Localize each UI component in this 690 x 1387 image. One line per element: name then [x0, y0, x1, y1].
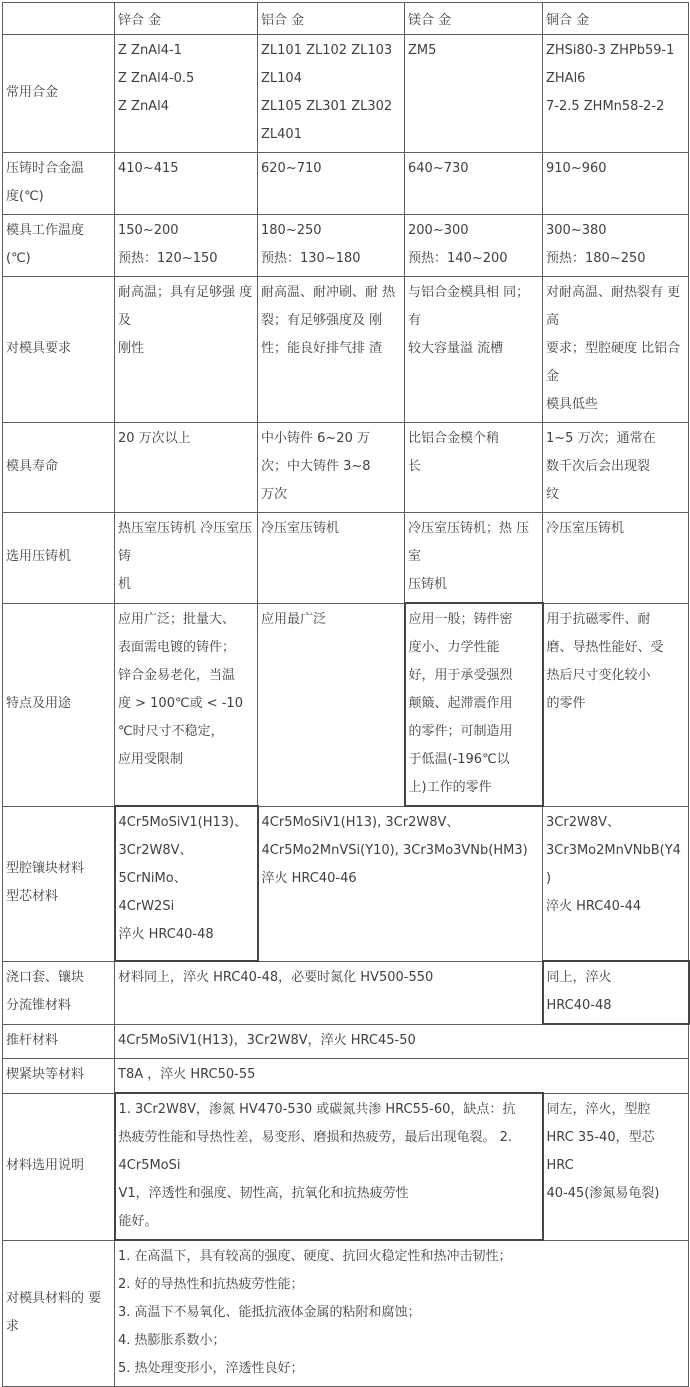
cell-line: 压铸机 [408, 577, 448, 592]
cell-line: 的零件 [546, 695, 586, 711]
cell-line: 对耐高温、耐热裂有 更高 [546, 285, 681, 328]
table-cell [543, 153, 689, 215]
cell-line: Z ZnAl4 [118, 99, 169, 114]
table-cell [543, 961, 689, 1024]
cell-line: 淬火 HRC40-46 [261, 871, 357, 886]
cell-line: 预热：130~180 [261, 251, 361, 266]
cell-line: HRC 35-40，型芯 HRC [546, 1129, 655, 1173]
row-label [3, 277, 115, 423]
cell-line: ZL101 ZL102 ZL103 ZL104 [261, 43, 393, 86]
table-cell [258, 423, 405, 513]
cell-line: T8A ，淬火 HRC50-55 [118, 1067, 256, 1082]
table-cell [115, 153, 258, 215]
table-cell [115, 215, 258, 277]
cell-line: 410~415 [118, 161, 179, 176]
row-label-line: 浇口套、镶块 [6, 970, 85, 985]
table-cell [258, 806, 543, 961]
cell-line: 同上，淬火 [546, 970, 612, 985]
column-header: 锌合 金 [115, 3, 258, 35]
table-cell [405, 277, 543, 423]
table-cell [543, 1093, 689, 1240]
row-label-line: 压铸时合金温 [6, 161, 85, 176]
cell-line: 同左，淬火，型腔 [546, 1101, 651, 1117]
table-row [3, 1093, 689, 1240]
cell-line: 2. 好的导热性和抗热疲劳性能； [118, 1277, 304, 1292]
row-label-line: 模具寿命 [6, 459, 59, 474]
row-label-line: 分流锥材料 [6, 998, 72, 1013]
cell-line: 应用广泛；批量大、 [118, 611, 236, 627]
table-row [3, 603, 689, 806]
table-cell [115, 1024, 689, 1059]
cell-line: 4Cr5MoSiV1(H13)、 [118, 815, 248, 830]
cell-line: 裂；有足够强度及 刚 [261, 313, 383, 328]
row-label [3, 1240, 115, 1387]
table-body [3, 35, 689, 1387]
table-cell [543, 806, 689, 961]
row-label [3, 215, 115, 277]
row-label [3, 1059, 115, 1094]
cell-line: 预热：180~250 [546, 251, 646, 266]
table-row [3, 1240, 689, 1387]
cell-line: 表面需电镀的铸件； [118, 639, 236, 655]
cell-line: 冷压室压铸机 [546, 521, 625, 536]
row-label [3, 1024, 115, 1059]
table-cell [405, 603, 543, 806]
cell-line: Z ZnAl4-1 [118, 43, 182, 58]
table-cell [543, 215, 689, 277]
row-label [3, 513, 115, 604]
cell-line: 20 万次以上 [118, 431, 191, 446]
table-row [3, 153, 689, 215]
table-cell [405, 423, 543, 513]
cell-line: 要求；型腔硬度 比铝合金 [546, 341, 681, 384]
cell-line: 1. 3Cr2W8V，渗氮 HV470-530 或碳氮共渗 HRC55-60，缺点：抗 [118, 1102, 516, 1117]
cell-line: 300~380 [546, 223, 607, 238]
row-label-line: 模具工作温度 (℃) [6, 223, 85, 266]
table-cell [405, 35, 543, 153]
row-label-line: 度(℃) [6, 189, 44, 204]
cell-line: HRC40-48 [546, 998, 612, 1013]
cell-line: 数千次后会出现裂 [546, 459, 651, 474]
alloy-table [2, 2, 690, 1387]
table-row [3, 961, 689, 1024]
cell-line: 3Cr2W8V、5CrNiMo、 [118, 843, 193, 886]
table-row [3, 35, 689, 153]
table-cell [115, 35, 258, 153]
cell-line: 中小铸件 6~20 万 [261, 431, 370, 446]
cell-line: 910~960 [546, 161, 607, 176]
cell-line: 度 > 100℃或 < -10 [118, 695, 243, 711]
cell-line: 预热：140~200 [408, 251, 508, 266]
table-cell [258, 513, 405, 604]
table-cell [115, 423, 258, 513]
cell-line: 4Cr5MoSiV1(H13)，3Cr2W8V，淬火 HRC45-50 [118, 1033, 416, 1048]
cell-line: 冷压室压铸机 [261, 521, 340, 536]
cell-line: 1. 在高温下，具有较高的强度、硬度、抗回火稳定性和热冲击韧性； [118, 1249, 512, 1264]
row-label [3, 806, 115, 961]
table-cell [115, 603, 258, 806]
cell-line: 较大容量溢 流槽 [408, 341, 504, 356]
cell-line: ZHSi80-3 ZHPb59-1 ZHAl6 [546, 43, 675, 86]
cell-line: 机 [118, 577, 132, 592]
cell-line: 于低温(-196℃以 [408, 752, 510, 767]
cell-line: Z ZnAl4-0.5 [118, 71, 195, 86]
table-row [3, 1059, 689, 1094]
cell-line: 5. 热处理变形小，淬透性良好； [118, 1361, 304, 1376]
cell-line: 3. 高温下不易氧化、能抵抗液体金属的粘附和腐蚀； [118, 1305, 421, 1320]
cell-line: 640~730 [408, 161, 469, 176]
cell-line: 好，用于承受强烈 [408, 668, 513, 683]
cell-line: 1~5 万次；通常在 [546, 431, 656, 446]
table-cell [115, 961, 543, 1024]
row-label [3, 423, 115, 513]
cell-line: 颠簸、起滞震作用 [408, 696, 513, 711]
cell-line: 应用一般；铸件密 [408, 612, 513, 627]
cell-line: 7-2.5 ZHMn58-2-2 [546, 99, 665, 114]
cell-line: 4Cr5MoSiV1(H13), 3Cr2W8V、 [261, 815, 460, 830]
table-row [3, 1024, 689, 1059]
table-cell [543, 513, 689, 604]
cell-line: 4. 热膨胀系数小； [118, 1333, 226, 1348]
row-label [3, 35, 115, 153]
row-label-line: 楔紧块等材料 [6, 1067, 85, 1083]
cell-line: 应用受限制 [118, 751, 184, 767]
cell-line: 3Cr3Mo2MnVNbB(Y4) [546, 842, 681, 886]
table-cell [405, 215, 543, 277]
cell-line: 刚性 [118, 341, 145, 356]
row-label-line: 对模具要求 [6, 341, 72, 356]
table-cell [405, 153, 543, 215]
cell-line: ℃时尺寸不稳定， [118, 723, 224, 739]
table-cell [543, 35, 689, 153]
cell-line: 锌合金易老化，当温 [118, 667, 236, 683]
cell-line: 4Cr5Mo2MnVSi(Y10), 3Cr3Mo3VNb(HM3) [261, 843, 528, 858]
table-cell [115, 1059, 689, 1094]
cell-line: ZL105 ZL301 ZL302 ZL401 [261, 99, 393, 142]
table-cell [115, 277, 258, 423]
table-cell [258, 603, 405, 806]
cell-line: 万次 [261, 487, 288, 502]
cell-line: 热疲劳性能和导热性差，易变形、磨损和热疲劳，最后出现龟裂。 2. 4Cr5MoSi [118, 1130, 513, 1173]
cell-line: 性；能良好排气排 渣 [261, 341, 383, 356]
column-header: 镁合 金 [405, 3, 543, 35]
row-label [3, 153, 115, 215]
cell-line: 4CrW2Si [118, 899, 175, 914]
cell-line: 40-45(渗氮易龟裂) [546, 1185, 660, 1201]
cell-line: V1，淬透性和强度、韧性高，抗氧化和抗热疲劳性 [118, 1186, 409, 1201]
cell-line: 上)工作的零件 [408, 780, 492, 795]
cell-line: 冷压室压铸机；热 压室 [408, 521, 530, 564]
table-cell [258, 153, 405, 215]
cell-line: 度小、力学性能 [408, 640, 500, 655]
cell-line: 磨、导热性能好、受 [546, 639, 664, 655]
cell-line: ZM5 [408, 43, 437, 58]
row-label [3, 961, 115, 1024]
cell-line: 淬火 HRC40-44 [546, 898, 642, 914]
cell-line: 耐高温、耐冲刷、耐 热 [261, 285, 396, 300]
table-cell [405, 513, 543, 604]
cell-line: 预热：120~150 [118, 251, 218, 266]
table-row [3, 806, 689, 961]
row-label-line: 对模具材料的 要求 [6, 1290, 102, 1334]
cell-line: 3Cr2W8V、 [546, 814, 620, 830]
cell-line: 淬火 HRC40-48 [118, 927, 214, 942]
table-cell [115, 1240, 689, 1387]
cell-line: 用于抗磁零件、耐 [546, 611, 651, 627]
row-label [3, 1093, 115, 1240]
table-cell [258, 215, 405, 277]
row-label-line: 型芯材料 [6, 889, 59, 904]
table-cell [115, 513, 258, 604]
cell-line: 热后尺寸变化较小 [546, 667, 651, 683]
table-head [3, 3, 689, 35]
row-label-line: 材料选用说明 [6, 1158, 85, 1173]
corner-cell [3, 3, 115, 35]
table-cell [543, 423, 689, 513]
table-row [3, 215, 689, 277]
row-label [3, 603, 115, 806]
cell-line: 200~300 [408, 223, 469, 238]
cell-line: 180~250 [261, 223, 322, 238]
cell-line: 长 [408, 459, 422, 474]
row-label-line: 型腔镶块材料 [6, 861, 85, 876]
row-label-line: 选用压铸机 [6, 549, 72, 565]
cell-line: 次；中大铸件 3~8 [261, 459, 371, 474]
cell-line: 比铝合金模个稍 [408, 431, 500, 446]
cell-line: 应用最广泛 [261, 611, 327, 627]
row-label-line: 推杆材料 [6, 1032, 59, 1048]
cell-line: 与铝合金模具相 同；有 [408, 285, 530, 328]
cell-line: 模具低些 [546, 397, 599, 412]
cell-line: 150~200 [118, 223, 179, 238]
column-header: 铝合 金 [258, 3, 405, 35]
cell-line: 材料同上，淬火 HRC40-48，必要时氮化 HV500-550 [118, 970, 434, 985]
table-cell [258, 35, 405, 153]
table-cell [543, 277, 689, 423]
cell-line: 纹 [546, 487, 560, 502]
table-cell [258, 277, 405, 423]
cell-line: 620~710 [261, 161, 322, 176]
cell-line: 耐高温；具有足够强 度及 [118, 285, 253, 328]
row-label-line: 特点及用途 [6, 696, 72, 711]
table-cell [115, 1093, 543, 1240]
table-row [3, 423, 689, 513]
cell-line: 能好。 [118, 1214, 158, 1229]
table-cell [543, 603, 689, 806]
cell-line: 热压室压铸机 冷压室压铸 [118, 521, 253, 564]
column-header: 铜合 金 [543, 3, 689, 35]
table-header-row [3, 3, 689, 35]
table-row [3, 277, 689, 423]
table-cell [115, 806, 258, 961]
row-label-line: 常用合金 [6, 85, 59, 100]
cell-line: 的零件；可制造用 [408, 724, 513, 739]
table-row [3, 513, 689, 604]
